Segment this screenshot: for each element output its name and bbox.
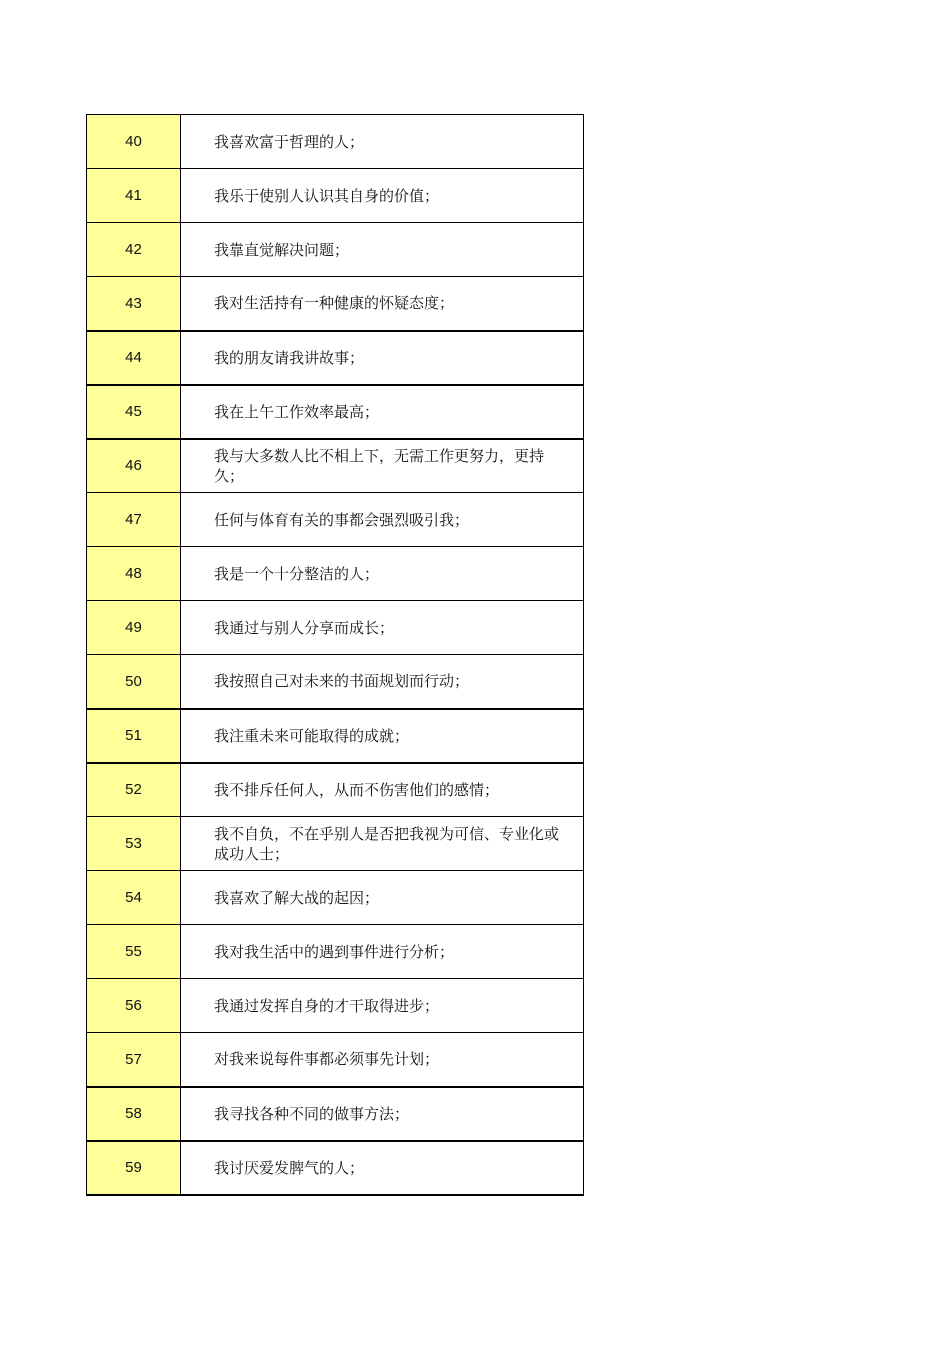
item-number: 54 (87, 871, 181, 925)
table-row (87, 601, 584, 655)
table-row (87, 115, 584, 169)
item-number: 57 (87, 1033, 181, 1087)
item-number: 56 (87, 979, 181, 1033)
item-statement: 我乐于使别人认识其自身的价值； (181, 169, 584, 223)
table-row (87, 1087, 584, 1141)
item-statement: 我喜欢了解大战的起因； (181, 871, 584, 925)
item-number: 55 (87, 925, 181, 979)
item-statement: 我寻找各种不同的做事方法； (181, 1087, 584, 1141)
table-row (87, 655, 584, 709)
table-row (87, 277, 584, 331)
item-number: 46 (87, 439, 181, 493)
item-number: 42 (87, 223, 181, 277)
item-number: 59 (87, 1141, 181, 1195)
item-statement: 我靠直觉解决问题； (181, 223, 584, 277)
item-statement: 我通过发挥自身的才干取得进步； (181, 979, 584, 1033)
table-row (87, 1141, 584, 1195)
item-statement: 我按照自己对未来的书面规划而行动； (181, 655, 584, 709)
item-number: 51 (87, 709, 181, 763)
table-row (87, 709, 584, 763)
item-number: 48 (87, 547, 181, 601)
questionnaire-table (86, 114, 584, 1196)
item-statement: 我的朋友请我讲故事； (181, 331, 584, 385)
item-statement: 我在上午工作效率最高； (181, 385, 584, 439)
item-statement: 对我来说每件事都必须事先计划； (181, 1033, 584, 1087)
item-number: 50 (87, 655, 181, 709)
item-statement: 我通过与别人分享而成长； (181, 601, 584, 655)
table-row (87, 817, 584, 871)
item-number: 52 (87, 763, 181, 817)
item-statement: 我与大多数人比不相上下，无需工作更努力，更持久； (181, 439, 584, 493)
item-statement: 我喜欢富于哲理的人； (181, 115, 584, 169)
item-number: 44 (87, 331, 181, 385)
item-number: 45 (87, 385, 181, 439)
table-row (87, 547, 584, 601)
item-statement: 我注重未来可能取得的成就； (181, 709, 584, 763)
item-number: 43 (87, 277, 181, 331)
item-number: 40 (87, 115, 181, 169)
item-statement: 我不排斥任何人，从而不伤害他们的感情； (181, 763, 584, 817)
table-row (87, 1033, 584, 1087)
item-number: 58 (87, 1087, 181, 1141)
item-statement: 我对我生活中的遇到事件进行分析； (181, 925, 584, 979)
item-statement: 我不自负，不在乎别人是否把我视为可信、专业化或成功人士； (181, 817, 584, 871)
table-row (87, 169, 584, 223)
table-row (87, 979, 584, 1033)
table-row (87, 223, 584, 277)
questionnaire-body (87, 115, 584, 1195)
item-statement: 我对生活持有一种健康的怀疑态度； (181, 277, 584, 331)
table-row (87, 871, 584, 925)
item-number: 41 (87, 169, 181, 223)
table-row (87, 925, 584, 979)
table-row (87, 385, 584, 439)
table-row (87, 493, 584, 547)
item-statement: 任何与体育有关的事都会强烈吸引我； (181, 493, 584, 547)
item-statement: 我讨厌爱发脾气的人； (181, 1141, 584, 1195)
item-number: 47 (87, 493, 181, 547)
table-row (87, 331, 584, 385)
item-number: 49 (87, 601, 181, 655)
item-statement: 我是一个十分整洁的人； (181, 547, 584, 601)
table-row (87, 439, 584, 493)
table-row (87, 763, 584, 817)
item-number: 53 (87, 817, 181, 871)
